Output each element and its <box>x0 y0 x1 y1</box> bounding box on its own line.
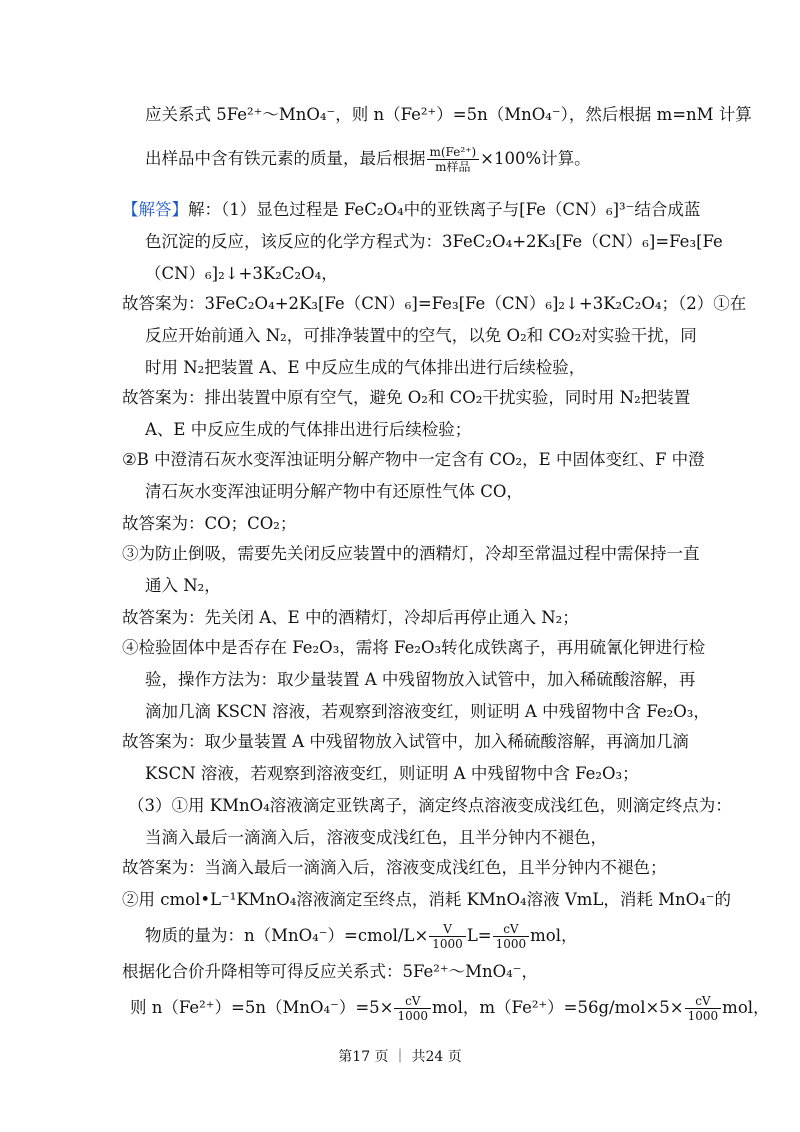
text-line: 滴加几滴 KSCN 溶液，若观察到溶液变红，则证明 A 中残留物中含 Fe₂O₃， <box>145 702 710 721</box>
text-line <box>122 198 700 222</box>
text-span: 出样品中含有铁元素的质量，最后根据 <box>145 149 426 168</box>
text-line: 时用 N₂把装置 A、E 中反应生成的气体排出进行后续检验， <box>145 358 586 377</box>
text-line: 故答案为：CO；CO₂； <box>122 514 297 533</box>
text-span: mol， <box>530 926 578 945</box>
text-line: 色沉淀的反应，该反应的化学方程式为：3FeC₂O₄+2K₃[Fe（CN）₆]=Fe₃[Fe <box>145 232 723 251</box>
fraction-numerator: V <box>429 922 466 937</box>
fraction <box>685 994 722 1023</box>
text-line: 根据化合价升降相等可得反应关系式：5Fe²⁺～MnO₄⁻， <box>122 962 539 981</box>
text-span: 物质的量为：n（MnO₄⁻）=cmol/L× <box>145 926 429 945</box>
fraction-denominator: 1000 <box>495 937 527 951</box>
text-span: 则 n（Fe²⁺）=5n（MnO₄⁻）=5× <box>130 998 394 1017</box>
text-line: KSCN 溶液，若观察到溶液变红，则证明 A 中残留物中含 Fe₂O₃； <box>145 764 639 783</box>
fraction-denominator: m样品 <box>435 160 471 174</box>
fraction-denominator: 1000 <box>397 1009 429 1023</box>
text-line: 验，操作方法为：取少量装置 A 中残留物放入试管中，加入稀硫酸溶解，再 <box>145 670 696 689</box>
page-footer: 第17 页 ｜ 共24 页 <box>338 1049 462 1065</box>
fraction-numerator: cV <box>685 994 722 1009</box>
text-span: ×100%计算。 <box>480 149 591 168</box>
text-line: （CN）₆]₂↓+3K₂C₂O₄， <box>145 264 338 283</box>
fraction <box>427 145 480 174</box>
text-span: mol， <box>722 998 770 1017</box>
fraction <box>429 922 466 951</box>
text-span: L= <box>466 926 492 945</box>
text-line: 故答案为：当滴入最后一滴滴入后，溶液变成浅红色，且半分钟内不褪色； <box>122 858 667 877</box>
text-line: （3）①用 KMnO₄溶液滴定亚铁离子，滴定终点溶液变成浅红色，则滴定终点为： <box>128 796 732 815</box>
text-line: ②B 中澄清石灰水变浑浊证明分解产物中一定含有 CO₂，E 中固体变红、F 中澄 <box>122 450 705 469</box>
answer-label: 【解答】 <box>122 200 188 219</box>
fraction <box>493 922 530 951</box>
fraction-denominator: 1000 <box>432 937 463 951</box>
text-line: A、E 中反应生成的气体排出进行后续检验； <box>145 420 472 439</box>
text-line: 应关系式 5Fe²⁺～MnO₄⁻，则 n（Fe²⁺）=5n（MnO₄⁻），然后根据 m=nM 计算 <box>145 105 752 124</box>
text-line: ④检验固体中是否存在 Fe₂O₃，需将 Fe₂O₃转化成铁离子，再用硫氰化钾进行检 <box>122 638 706 657</box>
fraction <box>394 994 431 1023</box>
text-line: 故答案为：先关闭 A、E 中的酒精灯，冷却后再停止通入 N₂； <box>122 608 579 627</box>
fraction-numerator: cV <box>493 922 530 937</box>
text-line: 故答案为：排出装置中原有空气，避免 O₂和 CO₂干扰实验，同时用 N₂把装置 <box>122 388 691 407</box>
text-line: ③为防止倒吸，需要先关闭反应装置中的酒精灯，冷却至常温过程中需保持一直 <box>122 544 700 563</box>
text-line: 故答案为：3FeC₂O₄+2K₃[Fe（CN）₆]=Fe₃[Fe（CN）₆]₂↓+3K₂C₂O₄；（2）①在 <box>122 294 747 313</box>
text-line: 通入 N₂， <box>145 576 221 595</box>
text-line: 反应开始前通入 N₂，可排净装置中的空气，以免 O₂和 CO₂对实验干扰，同 <box>145 326 697 345</box>
text-line: 故答案为：取少量装置 A 中残留物放入试管中，加入稀硫酸溶解，再滴加几滴 <box>122 732 689 751</box>
fraction-denominator: 1000 <box>687 1009 719 1023</box>
text-line: 清石灰水变浑浊证明分解产物中有还原性气体 CO， <box>145 482 523 501</box>
text-line <box>130 994 770 1023</box>
text-line <box>145 922 578 951</box>
text-span: 解：（1）显色过程是 FeC₂O₄中的亚铁离子与[Fe（CN）₆]³⁻结合成蓝 <box>188 200 701 219</box>
text-line: 当滴入最后一滴滴入后，溶液变成浅红色，且半分钟内不褪色， <box>145 828 607 847</box>
text-line <box>145 145 591 174</box>
text-line: ②用 cmol•L⁻¹KMnO₄溶液滴定至终点，消耗 KMnO₄溶液 VmL，消耗 MnO₄⁻的 <box>122 890 731 909</box>
text-span: mol，m（Fe²⁺）=56g/mol×5× <box>432 998 684 1017</box>
fraction-numerator: m(Fe²⁺) <box>427 145 480 160</box>
fraction-numerator: cV <box>394 994 431 1009</box>
